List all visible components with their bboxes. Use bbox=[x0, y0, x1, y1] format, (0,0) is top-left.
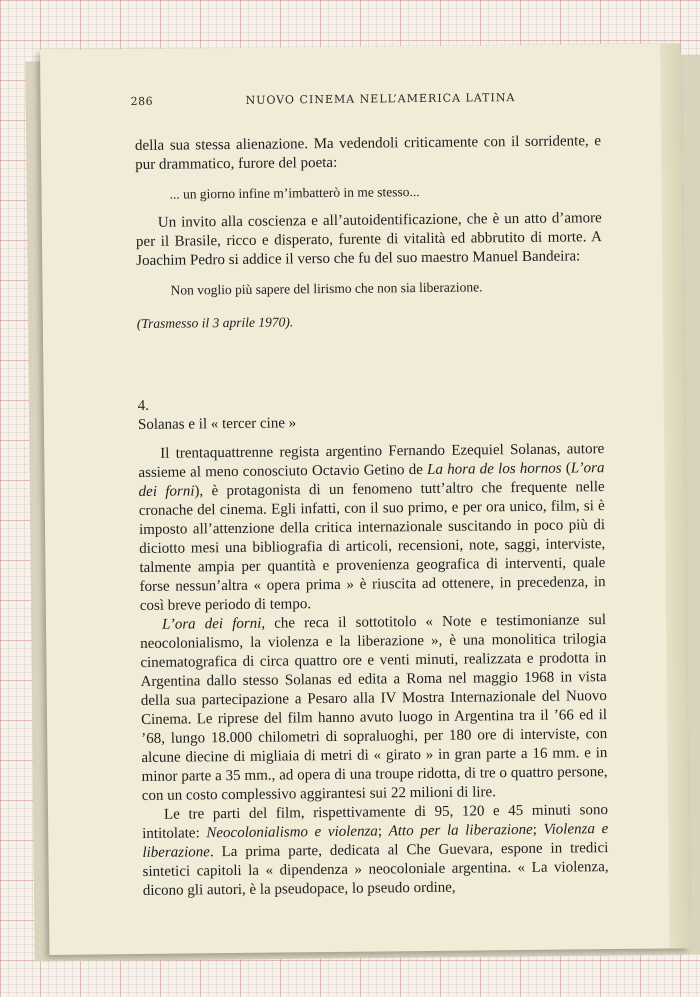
book-page bbox=[40, 43, 689, 955]
film-title: L’ora dei forni bbox=[138, 460, 605, 500]
paragraph: della sua stessa alienazione. Ma vedendoli criticamente con il sorridente, e pur drammatico, furore del poeta: bbox=[134, 133, 602, 174]
part-title: Violenza e liberazione bbox=[142, 821, 609, 861]
text-run: ), è protagonista di un fenomeno tutt’altro che frequente nelle cronache del cinema. Egli infatti, con il suo primo, e per ora unico, film, si è imposto all’attenzione della critica internazionale suscitando in poco più di diciotto mesi una bibliografia di articoli, recensioni, note, saggi, interviste, talmente ampia per quantità e provenienza geografica di interventi, quale forse nessun’altra « opera prima » è riuscita ad ottenere, in precedenza, in così breve periodo di tempo. bbox=[138, 479, 606, 614]
text-run: . La prima parte, dedicata al Che Guevara, espone in tredici sintetici capitoli la « dipendenza » neocoloniale argentina. « La violenza, dicono gli autori, è la pseudopace, lo pseudo ordine, bbox=[142, 840, 609, 899]
running-header bbox=[130, 90, 650, 109]
text-run: Il trentaquattrenne regista argentino Fernando Ezequiel Solanas, autore assieme al meno conosciuto Octavio Getino de bbox=[138, 441, 605, 481]
paragraph: Un invito alla coscienza e all’autoidentificazione, che è un atto d’amore per il Brasile, ricco e disperato, furente di vitalità ed abbrutito di morte. A Joachim Pedro si addice il verso che fu del suo maestro Manuel Bandeira: bbox=[135, 210, 603, 270]
text-run: ( bbox=[561, 460, 571, 477]
film-title: L’ora dei forni bbox=[161, 615, 262, 633]
page-content bbox=[135, 132, 609, 901]
paragraph bbox=[138, 440, 606, 616]
part-title: Atto per la liberazione bbox=[388, 821, 533, 840]
verse-quote: Non voglio più sapere del lirismo che non sia liberazione. bbox=[170, 279, 483, 298]
running-title: NUOVO CINEMA NELL’AMERICA LATINA bbox=[245, 91, 516, 107]
text-run: ; bbox=[532, 821, 544, 838]
text-run: Le tre parti del film, rispettivamente di 95, 120 e 45 minuti sono intitolate: bbox=[142, 802, 609, 842]
paragraph bbox=[142, 801, 609, 901]
paragraph bbox=[140, 611, 608, 806]
page-number: 286 bbox=[130, 94, 154, 109]
text-run: , che reca il sottotitolo « Note e testimonianze sul neocolonialismo, la violenza e la liberazione », è una monolitica trilogia cinematografica di circa quattro ore e venti minuti, realizzata e prodotta in Argentina dallo stesso Solanas ed edita a Roma nel maggio 1968 in vista della sua partecipazione a Pesaro alla IV Mostra Internazionale del Nuovo Cinema. Le riprese del film hanno avuto luogo in Argentina tra il ’66 ed il ’68, lungo 18.000 chilometri di sopraluoghi, per 180 ore di interviste, con alcune diecine di migliaia di metri di « girato » in gran parte a 16 mm. e in minor parte a 35 mm., ad opera di una troupe ridotta, di tre o quattro persone, con un costo complessivo aggirantesi sui 22 milioni di lire. bbox=[140, 612, 608, 804]
section-title: Solanas e il « tercer cine » bbox=[137, 415, 297, 433]
verse-quote: ... un giorno infine m’imbatterò in me stesso... bbox=[169, 184, 420, 202]
broadcast-note: (Trasmesso il 3 aprile 1970). bbox=[136, 314, 294, 332]
part-title: Neocolonialismo e violenza bbox=[206, 823, 378, 842]
section-number: 4. bbox=[137, 397, 150, 414]
film-title: La hora de los hornos bbox=[427, 460, 562, 478]
text-run: ; bbox=[377, 823, 389, 840]
